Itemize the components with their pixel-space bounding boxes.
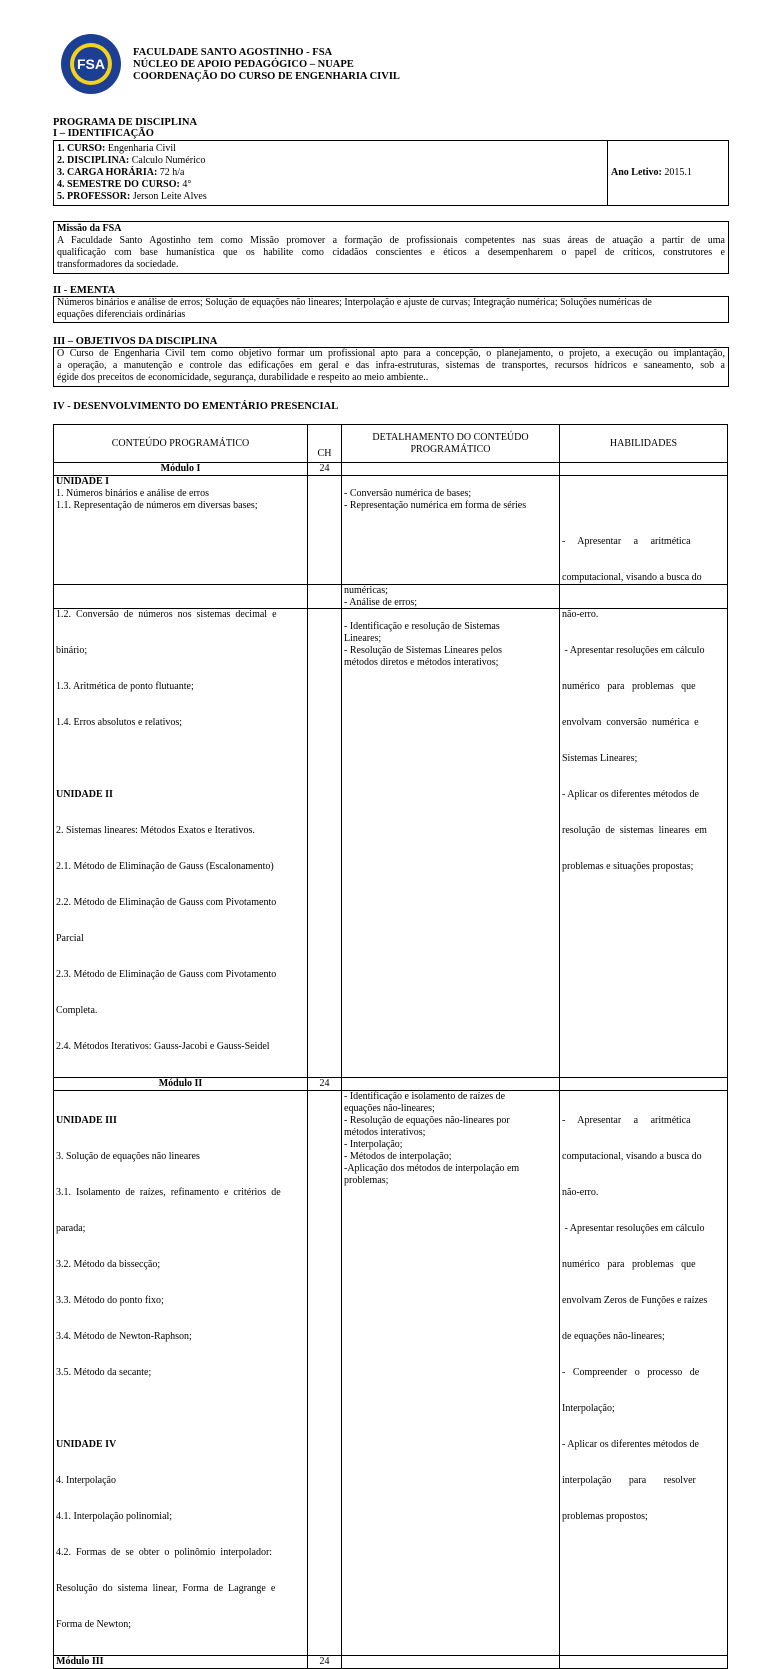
- conteudo-line: 1.2. Conversão de números nos sistemas decimal e: [56, 609, 277, 620]
- habilidades-line: numérico para problemas que: [562, 1259, 696, 1270]
- missao-line-1: A Faculdade Santo Agostinho tem como Missão promover a formação de profissionais competentes nas suas áreas de atuação a partir de uma: [57, 235, 725, 246]
- row1-detalhamento: [342, 585, 560, 1078]
- unidade-ii: UNIDADE II: [56, 789, 113, 800]
- habilidades-line: Sistemas Lineares;: [562, 753, 638, 764]
- conteudo-line: Forma de Newton;: [56, 1619, 131, 1630]
- habilidades-line: numérico para problemas que: [562, 681, 696, 692]
- unidade-iii: UNIDADE III: [56, 1115, 117, 1126]
- modulo-2-habilidades: [560, 1078, 728, 1091]
- program-title: PROGRAMA DE DISCIPLINA: [53, 117, 198, 128]
- section-identificacao: I – IDENTIFICAÇÃO: [53, 128, 154, 139]
- identification-box: [53, 140, 729, 206]
- conteudo-line: 2.4. Métodos Iterativos: Gauss-Jacobi e Gauss-Seidel: [56, 1041, 270, 1052]
- header-conteudo: CONTEÚDO PROGRAMÁTICO: [54, 425, 308, 463]
- detalhamento-line: métodos interativos;: [344, 1127, 426, 1138]
- fsa-logo: [60, 33, 122, 95]
- habilidades-line: de equações não-lineares;: [562, 1331, 665, 1342]
- habilidades-line: envolvam conversão numérica e: [562, 717, 699, 728]
- row2-ch: [308, 1091, 342, 1656]
- conteudo-line: 1.3. Aritmética de ponto flutuante;: [56, 681, 194, 692]
- header-line-3: COORDENAÇÃO DO CURSO DE ENGENHARIA CIVIL: [133, 71, 400, 82]
- detalhamento-line: - Representação numérica em forma de séries: [344, 500, 527, 511]
- habilidades-line: - Apresentar resoluções em cálculo: [562, 645, 705, 656]
- detalhamento-line: métodos diretos e métodos interativos;: [344, 657, 499, 668]
- habilidades-line: - Apresentar resoluções em cálculo: [562, 1223, 705, 1234]
- table-row: [54, 1091, 728, 1656]
- row1-ch: [308, 585, 342, 1078]
- habilidades-line: Interpolação;: [562, 1403, 615, 1414]
- conteudo-line: parada;: [56, 1223, 86, 1234]
- detalhamento-line: - Métodos de interpolação;: [344, 1151, 452, 1162]
- modulo-1-ch: 24: [308, 463, 342, 476]
- modulo-1-label: Módulo I: [54, 463, 308, 476]
- modulo-3-label: Módulo III: [54, 1656, 308, 1669]
- modulo-1-row: [54, 463, 728, 476]
- table-row: [54, 585, 728, 1078]
- conteudo-line: 3.3. Método do ponto fixo;: [56, 1295, 164, 1306]
- conteudo-line: 2.3. Método de Eliminação de Gauss com Pivotamento: [56, 969, 277, 980]
- field-disciplina: 2. DISCIPLINA: Calculo Numérico: [57, 155, 206, 166]
- modulo-2-label: Módulo II: [54, 1078, 308, 1091]
- missao-box: [53, 221, 729, 274]
- modulo-3-habilidades: [560, 1656, 728, 1669]
- ementa-line-2: equações diferenciais ordinárias: [57, 309, 186, 320]
- habilidades-line: - Compreender o processo de: [562, 1367, 700, 1378]
- modulo-3-row: [54, 1656, 728, 1669]
- habilidades-line: resolução de sistemas lineares em: [562, 825, 707, 836]
- identification-divider: [607, 141, 608, 205]
- detalhamento-line: - Interpolação;: [344, 1139, 403, 1150]
- conteudo-line: 1. Números binários e análise de erros: [56, 488, 210, 499]
- missao-line-3: transformadores da sociedade.: [57, 259, 179, 270]
- conteudo-line: [56, 1403, 305, 1415]
- ano-letivo: Ano Letivo: 2015.1: [611, 167, 692, 178]
- row2-detalhamento: [342, 1091, 560, 1656]
- conteudo-line: 1.4. Erros absolutos e relativos;: [56, 717, 183, 728]
- conteudo-line: 2.2. Método de Eliminação de Gauss com Pivotamento: [56, 897, 277, 908]
- row1-habilidades: [560, 585, 728, 1078]
- missao-title: Missão da FSA: [57, 223, 122, 234]
- detalhamento-line: numéricas;: [344, 585, 388, 596]
- table-header-row: [54, 425, 728, 463]
- modulo-3-detalhamento: [342, 1656, 560, 1669]
- conteudo-line: 4. Interpolação: [56, 1475, 116, 1486]
- modulo-2-row: [54, 1078, 728, 1091]
- conteudo-line: binário;: [56, 645, 88, 656]
- missao-line-2: qualificação com base humanística que os habilite como cidadãos conscientes e éticos a desempenharem o papel de críticos, construtores e: [57, 247, 725, 258]
- content-table-page1: [53, 424, 728, 609]
- habilidades-line: problemas e situações propostas;: [562, 861, 694, 872]
- header-line-1: FACULDADE SANTO AGOSTINHO - FSA: [133, 47, 333, 58]
- habilidades-line: computacional, visando a busca do: [562, 1151, 702, 1162]
- detalhamento-line: - Resolução de Sistemas Lineares pelos: [344, 645, 503, 656]
- header-ch: CH: [308, 425, 342, 463]
- modulo-3-ch: 24: [308, 1656, 342, 1669]
- conteudo-line: 3.4. Método de Newton-Raphson;: [56, 1331, 192, 1342]
- ementa-box: [53, 296, 729, 323]
- institution-header: [133, 47, 400, 83]
- row2-conteudo: [54, 1091, 308, 1656]
- conteudo-line: Completa.: [56, 1005, 98, 1016]
- detalhamento-line: -Aplicação dos métodos de interpolação em: [344, 1163, 520, 1174]
- objetivos-line-2: a operação, a manutenção e controle das edificações em geral e das infra-estruturas, sistemas de transportes, recursos hídricos e saneamento, sob a: [57, 360, 725, 371]
- detalhamento-line: equações não-lineares;: [344, 1103, 435, 1114]
- objetivos-box: [53, 347, 729, 387]
- habilidades-line: não-erro.: [562, 609, 599, 620]
- detalhamento-line: [344, 609, 557, 621]
- header-detalhamento: DETALHAMENTO DO CONTEÚDO PROGRAMÁTICO: [342, 425, 560, 463]
- habilidades-line: não-erro.: [562, 1187, 599, 1198]
- modulo-2-ch: 24: [308, 1078, 342, 1091]
- conteudo-line: [56, 753, 305, 765]
- habilidades-line: computacional, visando a busca do: [562, 572, 702, 583]
- field-curso: 1. CURSO: Engenharia Civil: [57, 143, 176, 154]
- modulo-2-detalhamento: [342, 1078, 560, 1091]
- row1-conteudo: [54, 585, 308, 1078]
- detalhamento-line: - Conversão numérica de bases;: [344, 488, 472, 499]
- conteudo-line: 2. Sistemas lineares: Métodos Exatos e Iterativos.: [56, 825, 255, 836]
- conteudo-line: 3.5. Método da secante;: [56, 1367, 152, 1378]
- modulo-1-habilidades: [560, 463, 728, 476]
- content-table-page2: [53, 584, 728, 1669]
- logo-text: FSA: [77, 56, 105, 72]
- conteudo-line: 3. Solução de equações não lineares: [56, 1151, 200, 1162]
- header-line-2: NÚCLEO DE APOIO PEDAGÓGICO – NUAPE: [133, 59, 354, 70]
- modulo-1-detalhamento: [342, 463, 560, 476]
- unidade-iv: UNIDADE IV: [56, 1439, 117, 1450]
- conteudo-line: 3.2. Método da bissecção;: [56, 1259, 161, 1270]
- detalhamento-line: - Resolução de equações não-lineares por: [344, 1115, 510, 1126]
- objetivos-line-3: égide dos preceitos de economicidade, segurança, durabilidade e respeito ao meio ambiente..: [57, 372, 429, 383]
- conteudo-line: 3.1. Isolamento de raízes, refinamento e critérios de: [56, 1187, 281, 1198]
- section-objetivos: III – OBJETIVOS DA DISCIPLINA: [53, 336, 218, 347]
- field-carga-horaria: 3. CARGA HORÁRIA: 72 h/a: [57, 167, 185, 178]
- conteudo-line: 4.1. Interpolação polinomial;: [56, 1511, 173, 1522]
- ementa-line-1: Números binários e análise de erros; Solução de equações não lineares; Interpolação e ajuste de curvas; Integração numérica; Soluções numéricas de: [57, 297, 652, 308]
- row2-habilidades: [560, 1091, 728, 1656]
- detalhamento-line: Lineares;: [344, 633, 382, 644]
- conteudo-line: 4.2. Formas de se obter o polinômio interpolador:: [56, 1547, 273, 1558]
- conteudo-line: 2.1. Método de Eliminação de Gauss (Escalonamento): [56, 861, 274, 872]
- detalhamento-line: - Identificação e resolução de Sistemas: [344, 621, 500, 632]
- habilidades-line: problemas propostos;: [562, 1511, 648, 1522]
- detalhamento-line: - Análise de erros;: [344, 597, 418, 608]
- section-desenvolvimento: IV - DESENVOLVIMENTO DO EMENTÁRIO PRESENCIAL: [53, 401, 339, 412]
- conteudo-line: 1.1. Representação de números em diversas bases;: [56, 500, 258, 511]
- habilidades-line: - Aplicar os diferentes métodos de: [562, 1439, 699, 1450]
- habilidades-line: - Apresentar a aritmética: [562, 1115, 691, 1126]
- field-semestre: 4. SEMESTRE DO CURSO: 4°: [57, 179, 192, 190]
- habilidades-line: interpolação para resolver: [562, 1475, 696, 1486]
- section-ementa: II - EMENTA: [53, 285, 116, 296]
- objetivos-line-1: O Curso de Engenharia Civil tem como objetivo formar um profissional apto para a concepção, o planejamento, o projeto, a execução ou implantação,: [57, 348, 725, 359]
- habilidades-line: [562, 500, 725, 512]
- detalhamento-line: - Identificação e isolamento de raízes de: [344, 1091, 506, 1102]
- identification-fields: [57, 143, 207, 203]
- unidade-i: UNIDADE I: [56, 476, 110, 487]
- field-professor: 5. PROFESSOR: Jerson Leite Alves: [57, 191, 207, 202]
- detalhamento-line: problemas;: [344, 1175, 389, 1186]
- habilidades-line: - Aplicar os diferentes métodos de: [562, 789, 699, 800]
- conteudo-line: Parcial: [56, 933, 84, 944]
- header-habilidades: HABILIDADES: [560, 425, 728, 463]
- detalhamento-line: [344, 476, 557, 488]
- habilidades-line: - Apresentar a aritmética: [562, 536, 691, 547]
- conteudo-line: Resolução do sistema linear, Forma de Lagrange e: [56, 1583, 276, 1594]
- habilidades-line: envolvam Zeros de Funções e raízes: [562, 1295, 708, 1306]
